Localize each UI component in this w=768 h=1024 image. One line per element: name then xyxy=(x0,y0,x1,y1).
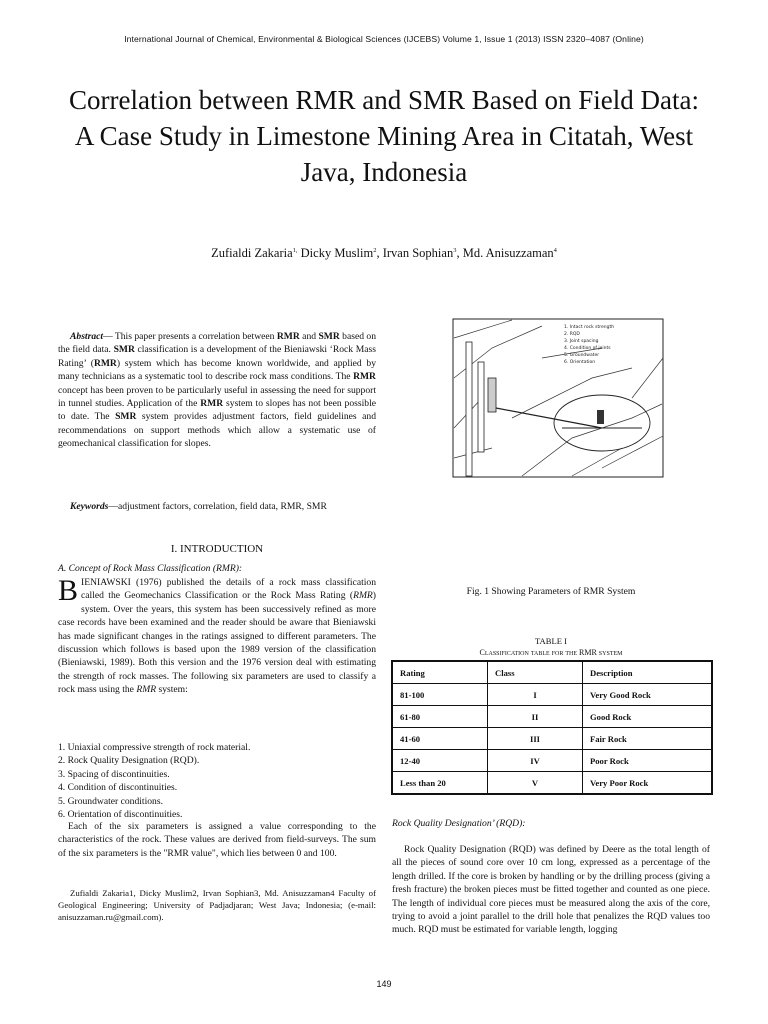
keywords: Keywords—adjustment factors, correlation, field data, RMR, SMR xyxy=(70,501,327,512)
figure-label: 3. Joint spacing xyxy=(564,339,599,344)
rqd-heading: Rock Quality Designation’ (RQD): xyxy=(392,818,526,829)
author-name: Dicky Muslim xyxy=(300,246,374,260)
section-heading: I. INTRODUCTION xyxy=(170,543,264,555)
list-item: 1. Uniaxial compressive strength of rock material. xyxy=(58,742,251,753)
journal-header: International Journal of Chemical, Environmental & Biological Sciences (IJCEBS) Volume 1, Issue 1 (2013) ISSN 2320–4087 (Online) xyxy=(124,34,644,44)
paper-title: Correlation between RMR and SMR Based on Field Data: A Case Study in Limestone Mining Area in Citatah, West Java, Indonesia xyxy=(69,85,699,187)
rmr-classification-table xyxy=(391,660,713,795)
page-number: 149 xyxy=(376,979,392,989)
figure-label: 4. Condition of joints xyxy=(564,346,611,351)
table-row: 12-40 IV Poor Rock xyxy=(392,750,712,772)
rmr-value-paragraph: Each of the six parameters is assigned a value corresponding to the characteristics of the rock. These values are derived from field-surveys. The sum of the six parameters is the "RMR value", which lies between 0 and 100. xyxy=(58,821,376,859)
parameter-list xyxy=(58,741,376,821)
list-item: 3. Spacing of discontinuities. xyxy=(58,768,170,780)
abstract: Abstract— This paper presents a correlation between RMR and SMR based on the field data. SMR classification is a development of the Bieniawski ‘Rock Mass Rating’ (RMR) system which has become known worldwide, and applied by many technicians as a systematic tool to describe rock mass conditions. The RMR concept has been proven to be particularly useful in assessing the need for support in tunnel studies. Application of the RMR system to slopes has not been possible to date. The SMR system provides adjustment factors, field guidelines and recommendations on support methods which allow a systematic use of geomechanical classification for slopes. xyxy=(58,331,376,450)
figure-caption: Fig. 1 Showing Parameters of RMR System xyxy=(466,586,636,597)
author-footnote: Zufialdi Zakaria1, Dicky Muslim2, Irvan Sophian3, Md. Anisuzzaman4 Faculty of Geological Engineering; University of Padjadjaran; West Java; Indonesia; (e-mail: anisuzzaman.ru@gmail.com). xyxy=(58,888,377,922)
table-row: 61-80 II Good Rock xyxy=(392,706,712,728)
list-item: 5. Groundwater conditions. xyxy=(58,795,163,807)
table-row: 41-60 III Fair Rock xyxy=(392,728,712,750)
author-line: Zufialdi Zakaria$^{1,}$ Dicky Muslim$^2$, Irvan Sophian$^3$, Md. Anisuzzaman$^4$ xyxy=(211,246,557,260)
figure-label: 6. Orientation xyxy=(564,360,596,365)
table-header: Description xyxy=(583,661,713,684)
table-header-row xyxy=(392,661,712,684)
subsection-heading: A. Concept of Rock Mass Classification (RMR): xyxy=(58,563,243,574)
table-caption: Classification table for the RMR system xyxy=(479,648,623,657)
table-row: 81-100 I Very Good Rock xyxy=(392,684,712,706)
table-row: Less than 20 V Very Poor Rock xyxy=(392,772,712,795)
list-item: 6. Orientation of discontinuities. xyxy=(58,809,183,821)
author-name: Md. Anisuzzaman xyxy=(462,246,554,260)
table-header: Rating xyxy=(392,661,488,684)
figure-label: 2. RQD xyxy=(564,332,580,337)
rmr-parameters-figure xyxy=(452,318,664,478)
table-label: TABLE I xyxy=(534,636,567,646)
author-name: Zufialdi Zakaria xyxy=(211,246,293,260)
dropcap: B xyxy=(58,574,79,607)
intro-paragraph: BIENIAWSKI (1976) published the details of a rock mass classification called the Geomechanics Classification or the Rock Mass Rating (RMR) system. Over the years, this system has been successively refined as more case records have been examined and the reader should be aware that Bieniawski has made significant changes in the ratings assigned to different parameters. The discussion which follows is based upon the 1989 version of the classification (Bieniawski, 1989). Both this version and the 1976 version deal with estimating the strength of rock masses. The following six parameters are used to classify a rock mass using the RMR system: xyxy=(58,574,376,696)
author-name: Irvan Sophian xyxy=(382,246,454,260)
list-item: 4. Condition of discontinuities. xyxy=(58,782,178,794)
rqd-paragraph: Rock Quality Designation (RQD) was defined by Deere as the total length of all the pieces of sound core over 10 cm long, expressed as a percentage of the length drilled. If the core is broken by handling or by the drilling process (giving a fresh fracture) the broken pieces must be fitted together and counted as one piece. The length of individual core pieces must be measured along the axis of the core, trying to avoid a joint parallel to the drill hole that penalizes the RQD values too much. RQD must be estimated for variable length, logging xyxy=(392,844,710,936)
figure-label: 1. Intact rock strength xyxy=(564,325,615,330)
table-header: Class xyxy=(488,661,583,684)
figure-label: 5. Groundwater xyxy=(564,353,600,358)
list-item: 2. Rock Quality Designation (RQD). xyxy=(58,755,200,767)
